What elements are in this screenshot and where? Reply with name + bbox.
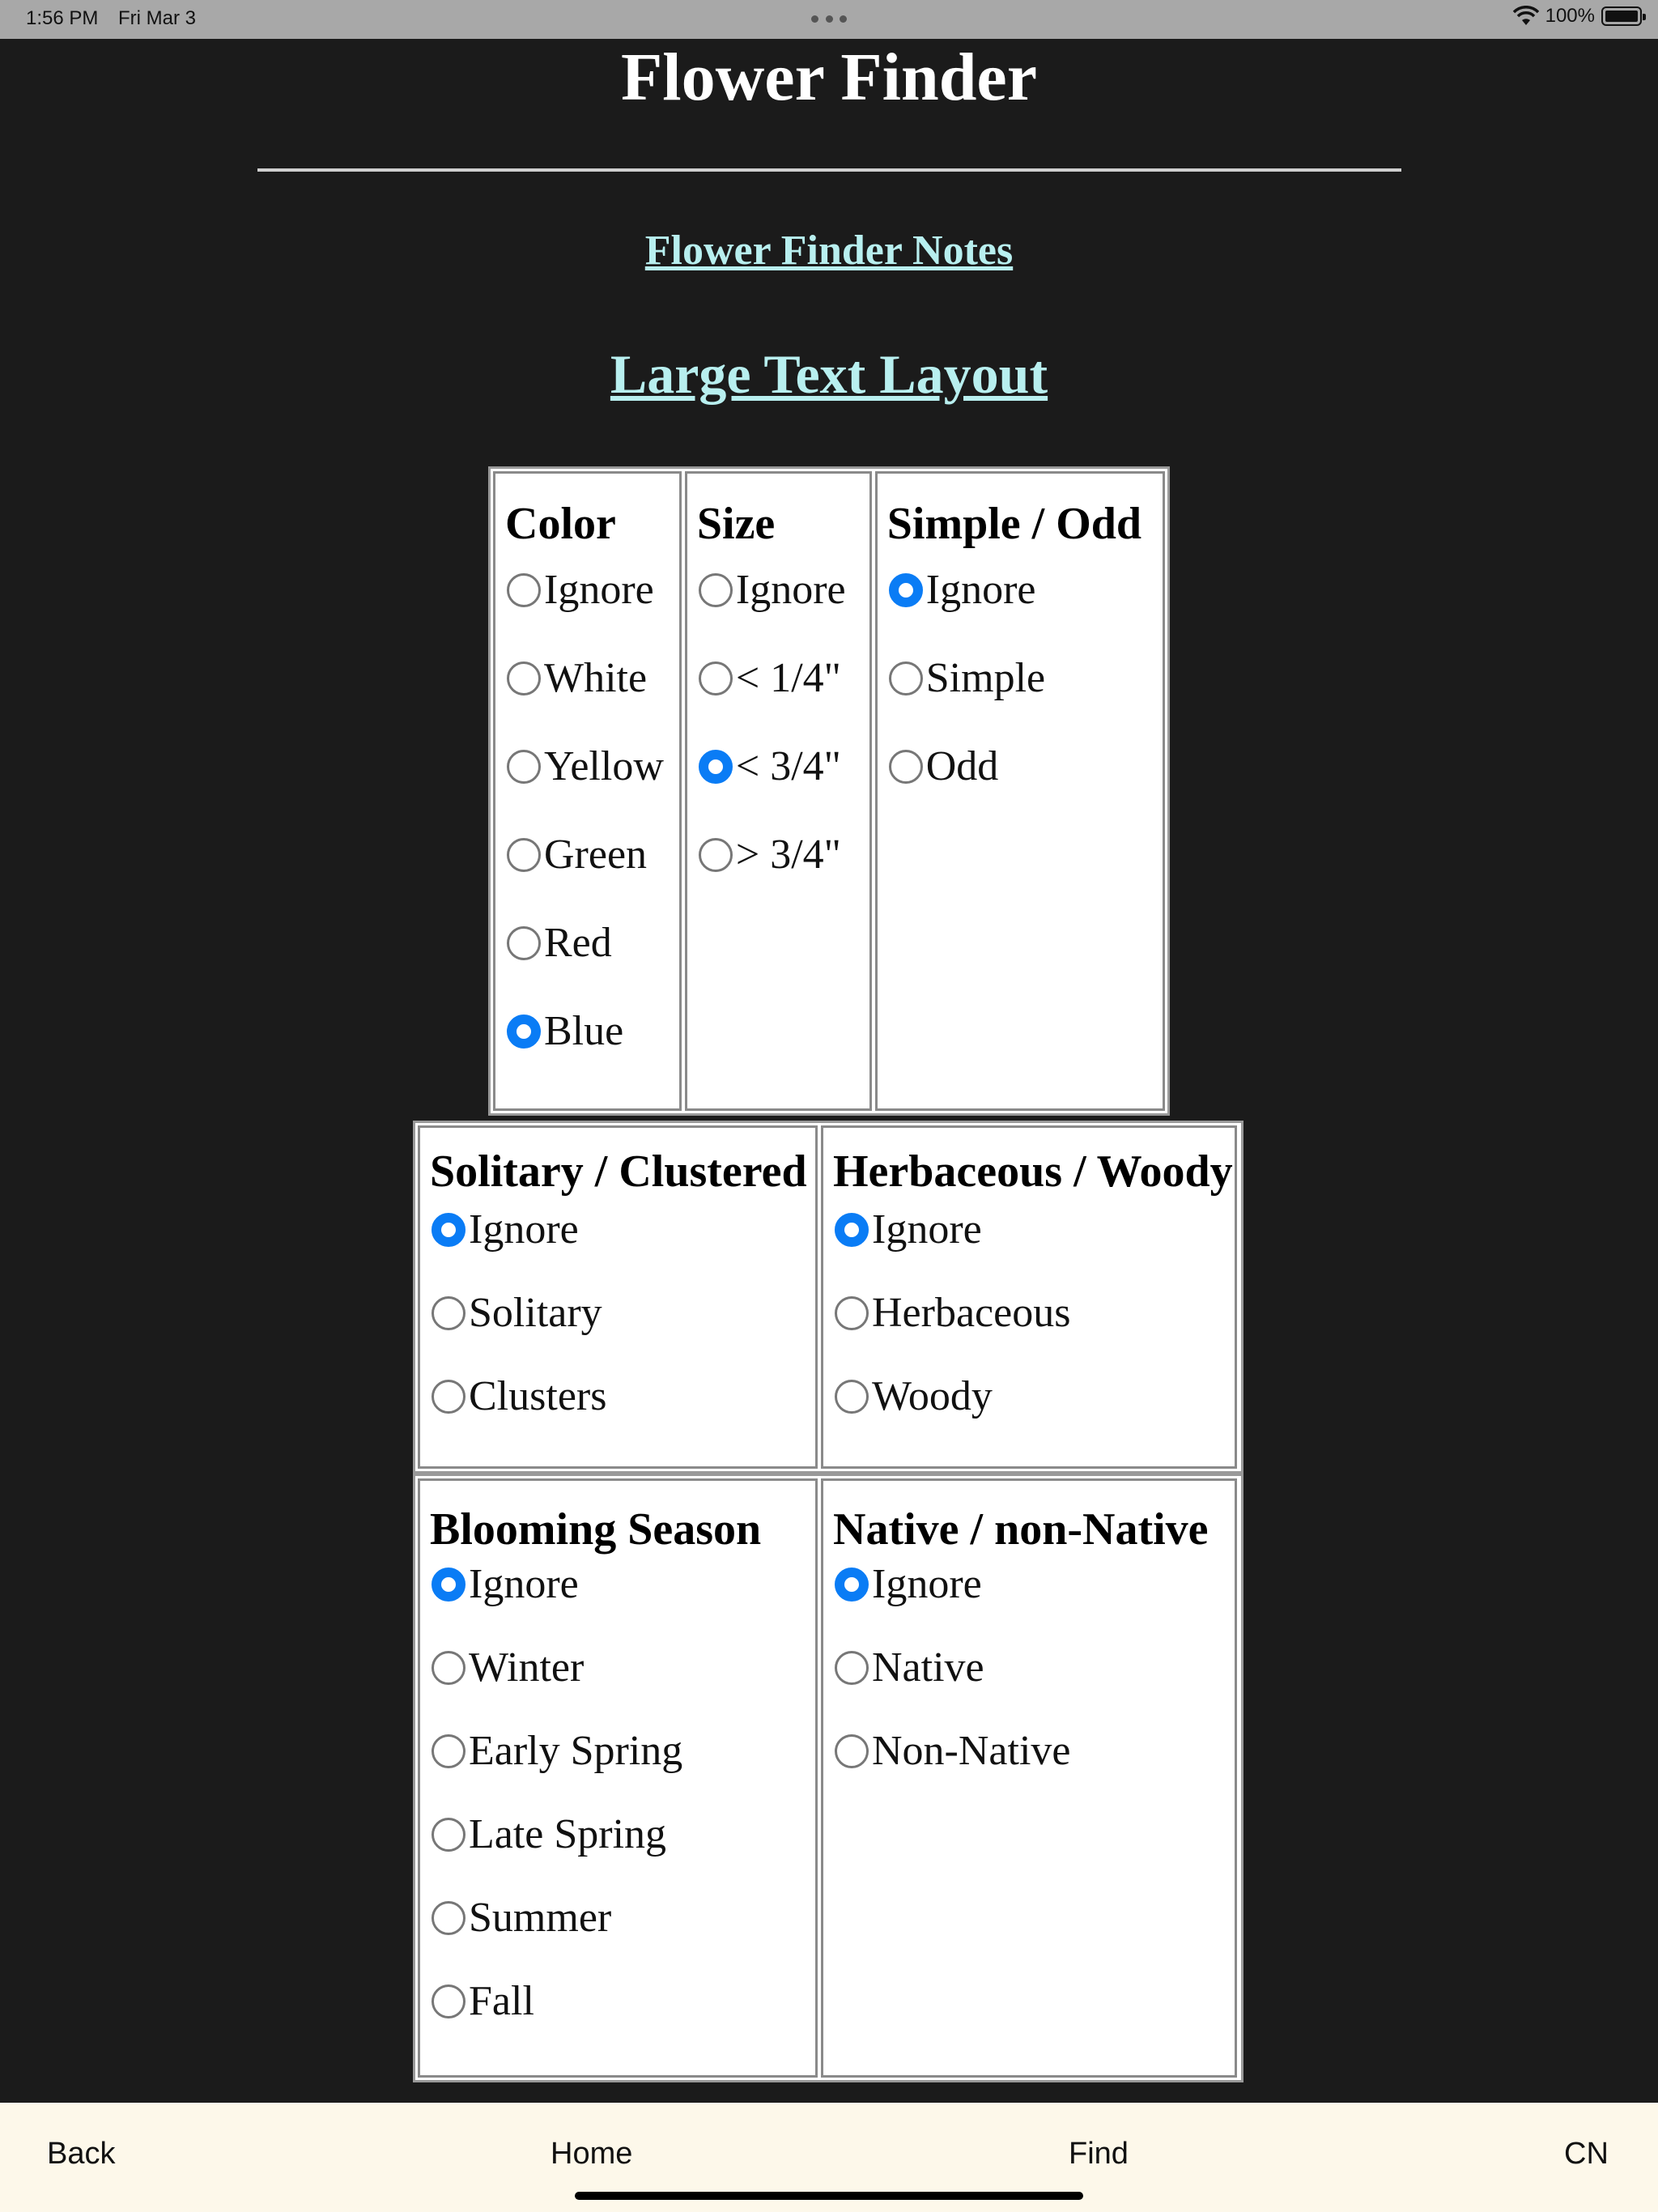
radio-option[interactable] <box>507 742 664 790</box>
radio-button[interactable] <box>835 1296 869 1330</box>
radio-button[interactable] <box>889 573 923 607</box>
radio-label: Woody <box>872 1373 993 1419</box>
radio-label: Ignore <box>469 1206 579 1253</box>
radio-option[interactable] <box>432 1206 579 1253</box>
radio-option[interactable] <box>432 1560 579 1608</box>
radio-option[interactable] <box>699 831 841 878</box>
radio-option[interactable] <box>432 1644 584 1691</box>
radio-option[interactable] <box>699 566 846 614</box>
radio-option[interactable] <box>432 1727 682 1775</box>
radio-label: Summer <box>469 1895 612 1941</box>
page-title: Flower Finder <box>620 40 1037 115</box>
radio-option[interactable] <box>507 654 647 702</box>
radio-label: Winter <box>469 1644 585 1691</box>
radio-label: Yellow <box>544 743 664 789</box>
color-filter <box>493 471 682 1111</box>
radio-button[interactable] <box>889 750 923 784</box>
radio-option[interactable] <box>699 654 841 702</box>
filter-heading: Color <box>505 499 616 549</box>
wifi-icon <box>1513 6 1539 27</box>
radio-button[interactable] <box>432 1984 466 2018</box>
radio-button[interactable] <box>835 1734 869 1768</box>
status-bar <box>0 0 1658 39</box>
radio-label: Ignore <box>469 1561 579 1607</box>
cn-button[interactable]: CN <box>1564 2137 1609 2171</box>
radio-option[interactable] <box>507 566 654 614</box>
radio-button[interactable] <box>835 1651 869 1685</box>
radio-label: Ignore <box>735 567 846 613</box>
filter-heading: Blooming Season <box>430 1504 762 1555</box>
radio-label: Solitary <box>469 1290 602 1336</box>
radio-label: Simple <box>925 655 1046 701</box>
radio-option[interactable] <box>835 1206 982 1253</box>
radio-button[interactable] <box>699 573 733 607</box>
solitary-clustered-filter <box>418 1125 818 1469</box>
radio-label: Late Spring <box>469 1811 667 1857</box>
radio-option[interactable] <box>835 1289 1070 1337</box>
radio-button[interactable] <box>507 1015 541 1049</box>
home-button[interactable]: Home <box>551 2137 633 2171</box>
filter-heading: Size <box>696 499 776 549</box>
radio-option[interactable] <box>835 1727 1070 1775</box>
radio-option[interactable] <box>835 1644 984 1691</box>
radio-button[interactable] <box>889 661 923 696</box>
radio-button[interactable] <box>432 1818 466 1852</box>
filter-table-top <box>488 466 1170 1116</box>
size-filter <box>685 471 872 1111</box>
back-button[interactable]: Back <box>47 2137 116 2171</box>
radio-button[interactable] <box>507 573 541 607</box>
radio-button[interactable] <box>699 838 733 872</box>
filter-heading: Herbaceous / Woody <box>833 1146 1233 1197</box>
status-indicators <box>1513 5 1642 28</box>
radio-label: Blue <box>544 1008 624 1054</box>
radio-button[interactable] <box>432 1734 466 1768</box>
radio-label: Green <box>544 832 648 878</box>
radio-button[interactable] <box>432 1901 466 1935</box>
bottom-nav-bar <box>0 2103 1658 2212</box>
title-divider <box>257 168 1401 172</box>
blooming-season-filter <box>418 1478 818 2078</box>
filter-heading: Native / non-Native <box>833 1504 1209 1555</box>
radio-label: Early Spring <box>469 1728 683 1774</box>
simple-odd-filter <box>875 471 1165 1111</box>
filter-heading: Solitary / Clustered <box>430 1146 807 1197</box>
radio-button[interactable] <box>507 926 541 960</box>
status-date: Fri Mar 3 <box>118 7 196 29</box>
radio-button[interactable] <box>835 1213 869 1247</box>
radio-option[interactable] <box>432 1810 666 1858</box>
radio-label: < 1/4" <box>735 655 841 701</box>
radio-button[interactable] <box>835 1568 869 1602</box>
radio-button[interactable] <box>507 838 541 872</box>
radio-option[interactable] <box>432 1372 606 1420</box>
radio-label: Red <box>544 920 612 966</box>
radio-label: Ignore <box>872 1561 982 1607</box>
radio-option[interactable] <box>507 831 647 878</box>
find-button[interactable]: Find <box>1069 2137 1129 2171</box>
native-filter <box>821 1478 1237 2078</box>
status-time: 1:56 PM <box>26 7 99 29</box>
radio-label: Herbaceous <box>872 1290 1071 1336</box>
radio-label: Clusters <box>469 1373 607 1419</box>
radio-option[interactable] <box>507 1007 623 1055</box>
flower-finder-notes-link[interactable]: Flower Finder Notes <box>644 228 1014 274</box>
radio-label: White <box>544 655 648 701</box>
radio-label: Ignore <box>925 567 1036 613</box>
radio-option[interactable] <box>507 919 612 967</box>
radio-label: Native <box>872 1644 984 1691</box>
multitasking-dots-icon[interactable] <box>811 15 847 23</box>
radio-button[interactable] <box>507 661 541 696</box>
radio-option[interactable] <box>432 1289 602 1337</box>
radio-option[interactable] <box>889 566 1036 614</box>
radio-button[interactable] <box>432 1568 466 1602</box>
filter-heading: Simple / Odd <box>886 499 1142 549</box>
radio-label: Odd <box>925 743 999 789</box>
herbaceous-woody-filter <box>821 1125 1237 1469</box>
radio-option[interactable] <box>835 1372 993 1420</box>
filter-table-bottom <box>413 1474 1244 2082</box>
radio-button[interactable] <box>507 750 541 784</box>
radio-option[interactable] <box>432 1977 534 2025</box>
home-indicator[interactable] <box>575 2192 1083 2200</box>
radio-option[interactable] <box>889 742 999 790</box>
radio-label: Fall <box>469 1978 534 2024</box>
radio-option[interactable] <box>699 742 841 790</box>
radio-button[interactable] <box>699 750 733 784</box>
radio-button[interactable] <box>432 1380 466 1414</box>
radio-label: > 3/4" <box>735 832 841 878</box>
filter-table-middle <box>413 1121 1244 1474</box>
radio-label: < 3/4" <box>735 743 841 789</box>
radio-button[interactable] <box>699 661 733 696</box>
radio-option[interactable] <box>432 1894 611 1942</box>
radio-button[interactable] <box>432 1651 466 1685</box>
radio-button[interactable] <box>432 1296 466 1330</box>
radio-label: Ignore <box>544 567 654 613</box>
battery-percent: 100% <box>1545 5 1595 27</box>
battery-icon <box>1601 6 1642 26</box>
large-text-layout-link[interactable]: Large Text Layout <box>610 343 1048 405</box>
radio-label: Non-Native <box>872 1728 1071 1774</box>
radio-option[interactable] <box>835 1560 982 1608</box>
radio-button[interactable] <box>432 1213 466 1247</box>
radio-option[interactable] <box>889 654 1045 702</box>
radio-label: Ignore <box>872 1206 982 1253</box>
radio-button[interactable] <box>835 1380 869 1414</box>
